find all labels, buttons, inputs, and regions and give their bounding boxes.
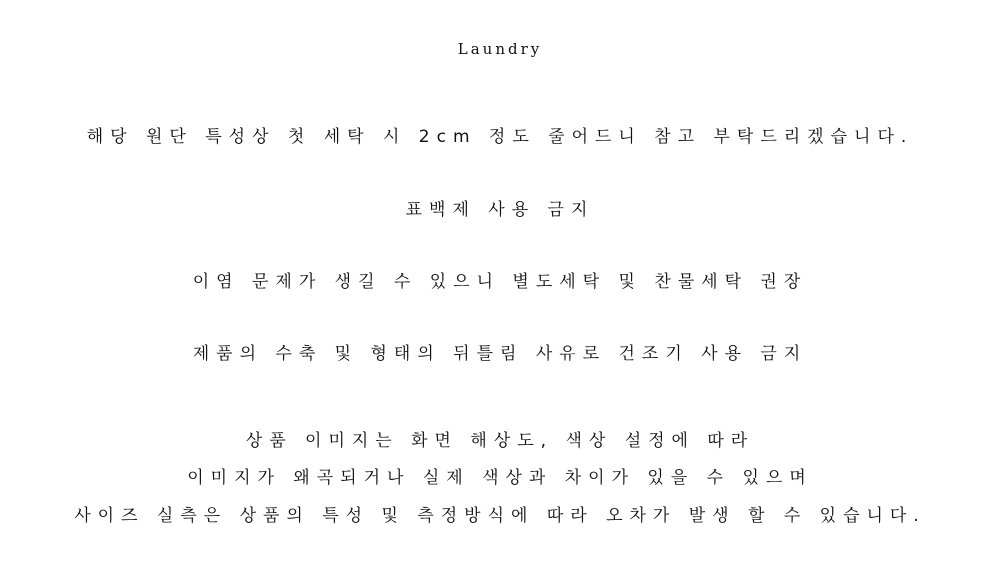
disclaimer-line-3: 사이즈 실측은 상품의 특성 및 측정방식에 따라 오차가 발생 할 수 있습니다. (74, 506, 926, 526)
notice-no-bleach: 표백제 사용 금지 (405, 200, 595, 220)
disclaimer-line-1: 상품 이미지는 화면 해상도, 색상 설정에 따라 (245, 431, 755, 451)
page-title: Laundry (457, 40, 543, 58)
notice-separate-wash: 이염 문제가 생길 수 있으니 별도세탁 및 찬물세탁 권장 (192, 272, 808, 292)
notice-no-dryer: 제품의 수축 및 형태의 뒤틀림 사유로 건조기 사용 금지 (192, 344, 808, 364)
disclaimer-line-2: 이미지가 왜곡되거나 실제 색상과 차이가 있을 수 있으며 (187, 468, 813, 488)
notice-shrinkage: 해당 원단 특성상 첫 세탁 시 2cm 정도 줄어드니 참고 부탁드리겠습니다. (86, 127, 914, 147)
